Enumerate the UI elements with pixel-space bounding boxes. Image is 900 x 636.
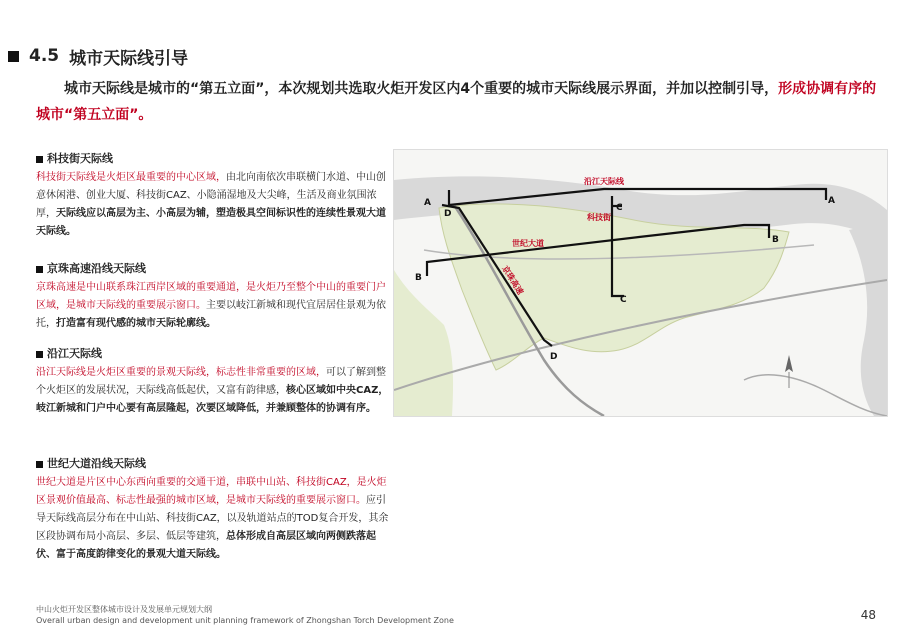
map-point-c-top: C [616, 203, 623, 213]
section-body [36, 279, 392, 333]
bullet-icon [36, 351, 43, 358]
bullet-icon [36, 266, 43, 273]
footer [36, 604, 454, 626]
section-text: 主要以岐江新城和现代宜居居住景观为依托， [36, 300, 386, 329]
section-heading [36, 150, 392, 168]
section-red-text: 京珠高速是中山联系珠江西岸区域的重要通道，是火炬乃至整个中山的重要门户区域，是城市天际线的重要展示窗口。 [36, 282, 386, 311]
section-keji [36, 150, 392, 241]
map-point-b-right: B [772, 235, 779, 245]
footer-cn: 中山火炬开发区整体城市设计及发展单元规划大纲 [36, 605, 212, 614]
skyline-map [393, 149, 888, 417]
title-text: 城市天际线引导 [69, 48, 189, 69]
section-body [36, 169, 392, 241]
section-red-text: 沿江天际线是火炬区重要的景观天际线，标志性非常重要的区域， [36, 367, 326, 378]
page-number: 48 [860, 608, 876, 622]
section-body [36, 474, 392, 564]
page-title [8, 42, 188, 70]
section-text: 应引导天际线高层分布在中山站、科技街CAZ，以及轨道站点的TOD复合开发，其余区段协调布局小高层、多层、低层等建筑， [36, 495, 389, 542]
section-text: 由北向南依次串联横门水道、中山创意休闲港、创业大厦、科技街CAZ、小隐涌湿地及大尖峰，生活及商业氛围浓厚， [36, 172, 386, 219]
map-label-jingzhu: 京珠高速 [500, 264, 525, 297]
section-jingzhu [36, 260, 392, 333]
map-point-c-bottom: C [620, 295, 627, 305]
section-red-text: 世纪大道是片区中心东西向重要的交通干道，串联中山站、科技街CAZ，是火炬区景观价值最高、标志性最强的城市区域，是城市天际线的重要展示窗口。 [36, 477, 387, 506]
footer-en: Overall urban design and development unit planning framework of Zhongshan Torch Development Zone [36, 616, 454, 625]
section-heading-text: 京珠高速沿线天际线 [47, 262, 146, 275]
bullet-icon [36, 461, 43, 468]
section-bold-text: 总体形成自高层区域向两侧跌落起伏、富于高度韵律变化的景观大道天际线。 [36, 531, 376, 560]
map-label-keji: 科技街 [587, 213, 611, 222]
section-text: 可以了解到整个火炬区的发展状况，天际线高低起伏，又富有韵律感， [36, 367, 386, 396]
section-heading [36, 260, 392, 278]
section-heading-text: 世纪大道沿线天际线 [47, 457, 146, 470]
title-number: 4.5 [29, 46, 60, 66]
section-heading-text: 沿江天际线 [47, 347, 102, 360]
section-bold-text: 天际线应以高层为主、小高层为辅，塑造极具空间标识性的连续性景观大道天际线。 [36, 208, 386, 237]
section-shiji [36, 455, 392, 564]
section-bold-text: 打造富有现代感的城市天际轮廓线。 [56, 318, 216, 329]
section-heading [36, 455, 392, 473]
map-point-a-left: A [424, 198, 431, 208]
map-point-d-top: D [444, 209, 452, 219]
map-point-d-bottom: D [550, 352, 558, 362]
section-heading [36, 345, 392, 363]
map-label-yanjiang: 沿江天际线 [584, 177, 624, 186]
intro-paragraph [36, 76, 884, 128]
section-bold-text: 核心区域如中央CAZ，岐江新城和门户中心要有高层隆起，次要区域降低，并兼顾整体的协调有序。 [36, 385, 389, 414]
section-red-text: 科技街天际线是火炬区最重要的中心区域， [36, 172, 226, 183]
bullet-icon [36, 156, 43, 163]
intro-plain: 城市天际线是城市的“第五立面”，本次规划共选取火炬开发区内4个重要的城市天际线展示界面，并加以控制引导， [64, 81, 779, 97]
title-bullet-icon [8, 51, 19, 62]
map-label-shiji: 世纪大道 [512, 239, 544, 248]
intro-red: 形成协调有序的城市“第五立面”。 [36, 81, 877, 123]
section-heading-text: 科技街天际线 [47, 152, 113, 165]
section-body [36, 364, 392, 418]
map-point-b-left: B [415, 273, 422, 283]
section-yanjiang [36, 345, 392, 418]
map-point-a-right: A [828, 196, 835, 206]
